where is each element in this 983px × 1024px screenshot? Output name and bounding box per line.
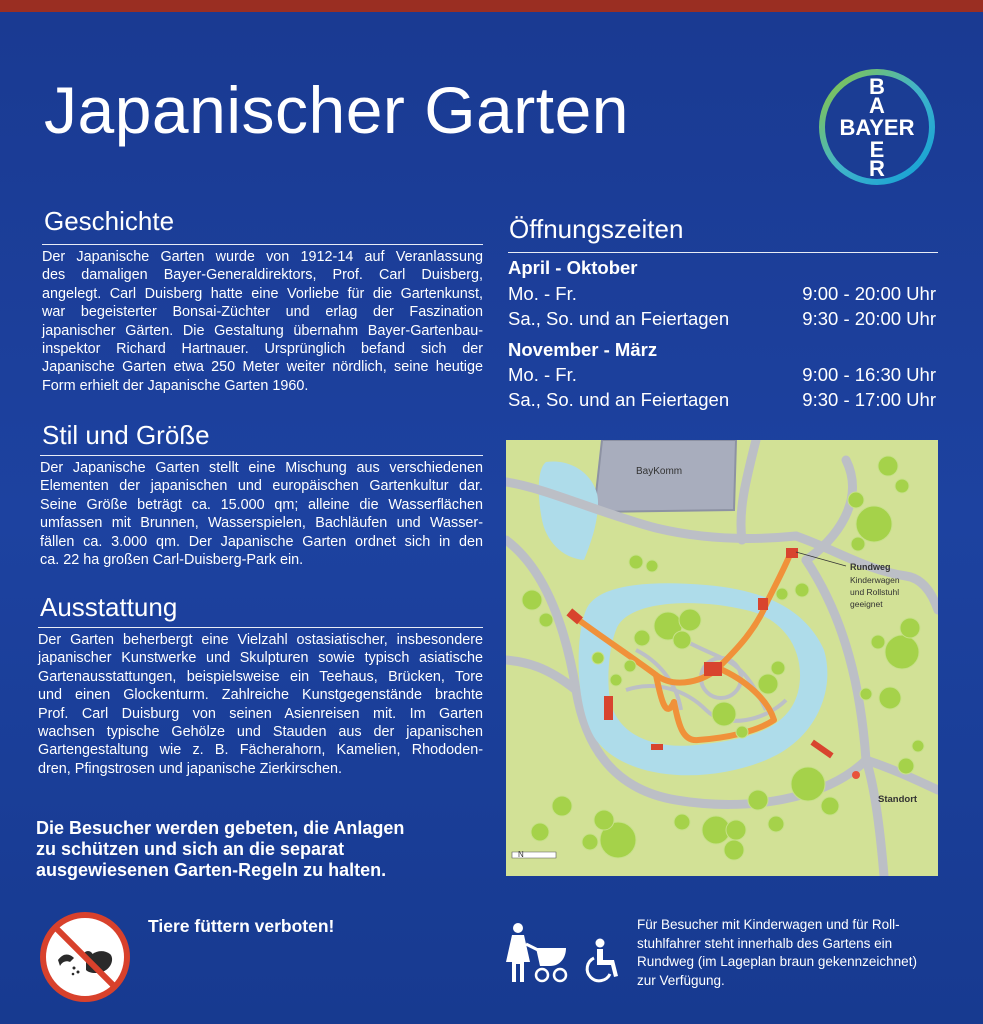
no-feeding-text: Tiere füttern verboten! (148, 916, 335, 936)
days-label: Mo. - Fr. (508, 283, 577, 304)
hours-row (508, 389, 936, 411)
ausstattung-text: Der Garten beherbergt eine Vielzahl ostasiatischer, insbesondere japanischer Kunstwerke und Skulpturen sowie typisch asiatische Gartenausstattungen, beispielsweise ein Teehaus, Brücken, Tore und einen Glockenturm. Zahlreiche Kunstgegenstände brachte Prof. Carl Duisburg von seinen Asienreisen mit. Im Garten wachsen typische Gehölze und Stauden aus der japanischen Gartengestaltung wie z. B. Fächerahorn, Kamelien, Rhododen- dren, Pfingstrosen und japanische Zierkirschen. (38, 632, 483, 777)
section-heading-stil: Stil und Größe (42, 420, 210, 450)
section-heading-ausstattung: Ausstattung (40, 592, 178, 622)
hours-row (508, 364, 936, 386)
teahouse (704, 662, 722, 676)
no-feeding-icon (40, 912, 130, 1002)
svg-text:R: R (869, 156, 885, 181)
north-label: N (518, 850, 524, 859)
season-summer: April - Oktober (508, 257, 638, 278)
rundweg-note: Kinderwagen (850, 575, 900, 585)
days-label: Sa., So. und an Feiertagen (508, 308, 730, 329)
rundweg-note: geeignet (850, 599, 883, 609)
hours-row (508, 308, 936, 330)
wheelchair-icon (584, 938, 622, 984)
logo-bayer-horizontal: BAYER (839, 115, 915, 140)
stroller-icon (504, 922, 568, 984)
season-winter: November - März (508, 339, 658, 360)
page-title: Japanischer Garten (44, 73, 629, 147)
days-label: Mo. - Fr. (508, 364, 577, 385)
standort-label: Standort (878, 794, 918, 805)
geschichte-text: Der Japanische Garten wurde von 1912-14 auf Veranlassung des damaligen Bayer-Generaldirektors, Prof. Carl Duisberg, angelegt. Carl Duisberg hatte eine Vorliebe für die Gartenkunst, war begeisterter Bonsai-Züchter und erlag der Faszination japanischer Gärten. Die Gestaltung übernahm Bayer-Gartenbau- inspektor Richard Hartnauer. Ursprünglich befand sich der Japanische Garten etwa 250 Meter weiter nördlich, seine heutige Form erhielt der Japanische Garten 1960. (42, 249, 483, 394)
accessibility-info: Für Besucher mit Kinderwagen und für Roll- stuhlfahrer steht innerhalb des Gartens ein Rundweg (im Lageplan braun gekennzeichnet) zur Verfügung. (637, 917, 917, 988)
divider (42, 244, 483, 245)
time-value: 9:30 - 20:00 Uhr (802, 308, 936, 329)
building-label: BayKomm (636, 466, 683, 477)
svg-text:E: E (869, 137, 885, 162)
visitor-notice: Die Besucher werden gebeten, die Anlagen zu schützen und sich an die separat ausgewiesenen Garten-Regeln zu halten. (36, 818, 405, 880)
days-label: Sa., So. und an Feiertagen (508, 389, 730, 410)
stil-text: Der Japanische Garten stellt eine Mischung aus verschiedenen Elementen der japanischen und europäischen Gartenkultur dar. Seine Größe beträgt ca. 15.000 qm; alleine die Wasserflächen umfassen mit Brunnen, Wasserspielen, Bachläufen und Wasser- fällen ca. 3.000 qm. Der Japanische Garten ordnet sich in den ca. 22 ha großen Carl-Duisberg-Park ein. (40, 460, 483, 569)
hours-row (508, 283, 936, 305)
svg-text:A: A (869, 93, 885, 118)
svg-text:B: B (869, 74, 885, 99)
section-heading-hours: Öffnungszeiten (509, 214, 684, 244)
divider (508, 252, 938, 253)
standort-marker (852, 771, 860, 779)
top-edge (0, 0, 983, 12)
rundweg-note: und Rollstuhl (850, 587, 900, 597)
bayer-logo (818, 68, 936, 186)
section-heading-geschichte: Geschichte (44, 206, 175, 236)
divider (38, 627, 483, 628)
rundweg-label: Rundweg (850, 562, 891, 572)
divider (40, 455, 483, 456)
time-value: 9:00 - 16:30 Uhr (802, 364, 936, 385)
time-value: 9:00 - 20:00 Uhr (802, 283, 936, 304)
garden-site-map (506, 440, 938, 876)
time-value: 9:30 - 17:00 Uhr (802, 389, 936, 410)
